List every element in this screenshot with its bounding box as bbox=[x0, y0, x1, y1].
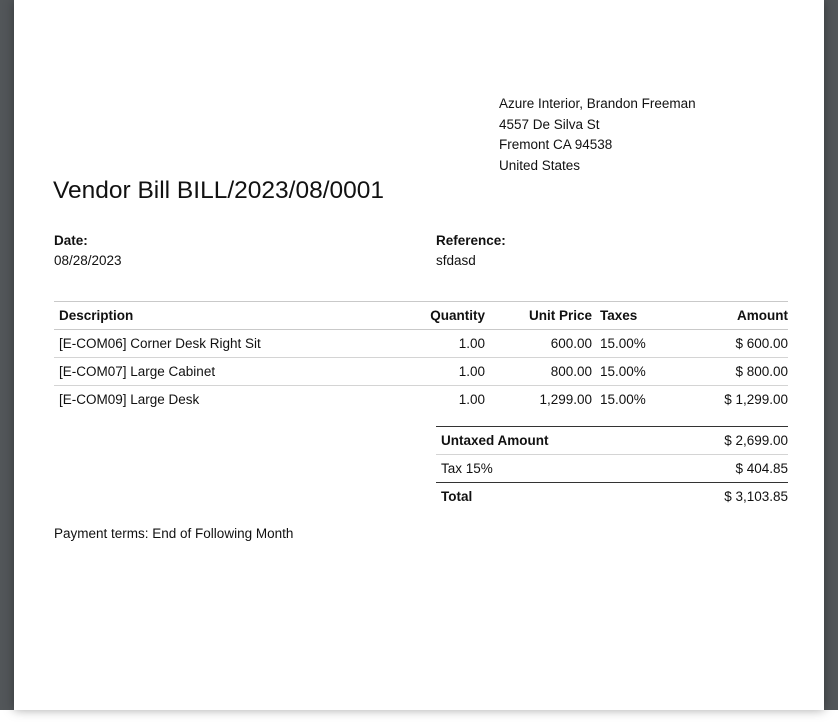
date-value: 08/28/2023 bbox=[54, 253, 122, 268]
table-row bbox=[54, 358, 788, 386]
total-label: Total bbox=[436, 483, 612, 511]
item-amount: $ 600.00 bbox=[650, 330, 788, 358]
vendor-bill-document bbox=[14, 0, 824, 710]
item-quantity: 1.00 bbox=[458, 392, 485, 407]
line-items-header-row bbox=[54, 302, 788, 330]
item-description: [E-COM07] Large Cabinet bbox=[54, 358, 384, 386]
header-taxes: Taxes bbox=[596, 302, 650, 330]
tax-row bbox=[436, 455, 788, 483]
untaxed-amount-label: Untaxed Amount bbox=[436, 427, 612, 455]
item-taxes: 15.00% bbox=[596, 330, 650, 358]
item-taxes: 15.00% bbox=[600, 392, 646, 407]
header-amount: Amount bbox=[650, 302, 788, 330]
item-unit-price: 800.00 bbox=[489, 358, 596, 386]
untaxed-amount-value: $ 2,699.00 bbox=[612, 427, 788, 455]
header-quantity: Quantity bbox=[384, 302, 489, 330]
untaxed-amount-row bbox=[436, 427, 788, 455]
item-description: [E-COM06] Corner Desk Right Sit bbox=[54, 330, 384, 358]
reference-value: sfdasd bbox=[436, 253, 476, 268]
item-amount: $ 1,299.00 bbox=[724, 392, 788, 407]
vendor-address-line: 4557 De Silva St bbox=[499, 116, 600, 132]
item-quantity: 1.00 bbox=[384, 330, 489, 358]
date-field bbox=[54, 231, 122, 271]
total-row bbox=[436, 483, 788, 511]
table-row bbox=[54, 386, 788, 414]
date-label: Date: bbox=[54, 233, 88, 248]
line-items-table bbox=[54, 301, 788, 413]
vendor-address-line: Azure Interior, Brandon Freeman bbox=[499, 96, 696, 111]
vendor-address-block bbox=[499, 94, 696, 176]
payment-terms: Payment terms: End of Following Month bbox=[54, 526, 294, 541]
header-description: Description bbox=[54, 302, 384, 330]
item-quantity: 1.00 bbox=[384, 358, 489, 386]
item-amount: $ 800.00 bbox=[650, 358, 788, 386]
vendor-address-line: Fremont CA 94538 bbox=[499, 137, 613, 152]
reference-label: Reference: bbox=[436, 233, 506, 248]
vendor-address-line: United States bbox=[499, 157, 581, 173]
item-taxes: 15.00% bbox=[596, 358, 650, 386]
tax-label: Tax 15% bbox=[436, 455, 612, 483]
total-value: $ 3,103.85 bbox=[612, 483, 788, 511]
item-unit-price: 600.00 bbox=[489, 330, 596, 358]
reference-field bbox=[436, 231, 506, 271]
bill-title: Vendor Bill BILL/2023/08/0001 bbox=[53, 177, 385, 204]
header-unit-price: Unit Price bbox=[489, 302, 596, 330]
tax-value: $ 404.85 bbox=[612, 455, 788, 483]
table-row bbox=[54, 330, 788, 358]
totals-table bbox=[436, 426, 788, 510]
item-description: [E-COM09] Large Desk bbox=[59, 392, 200, 407]
item-unit-price: 1,299.00 bbox=[539, 392, 592, 407]
